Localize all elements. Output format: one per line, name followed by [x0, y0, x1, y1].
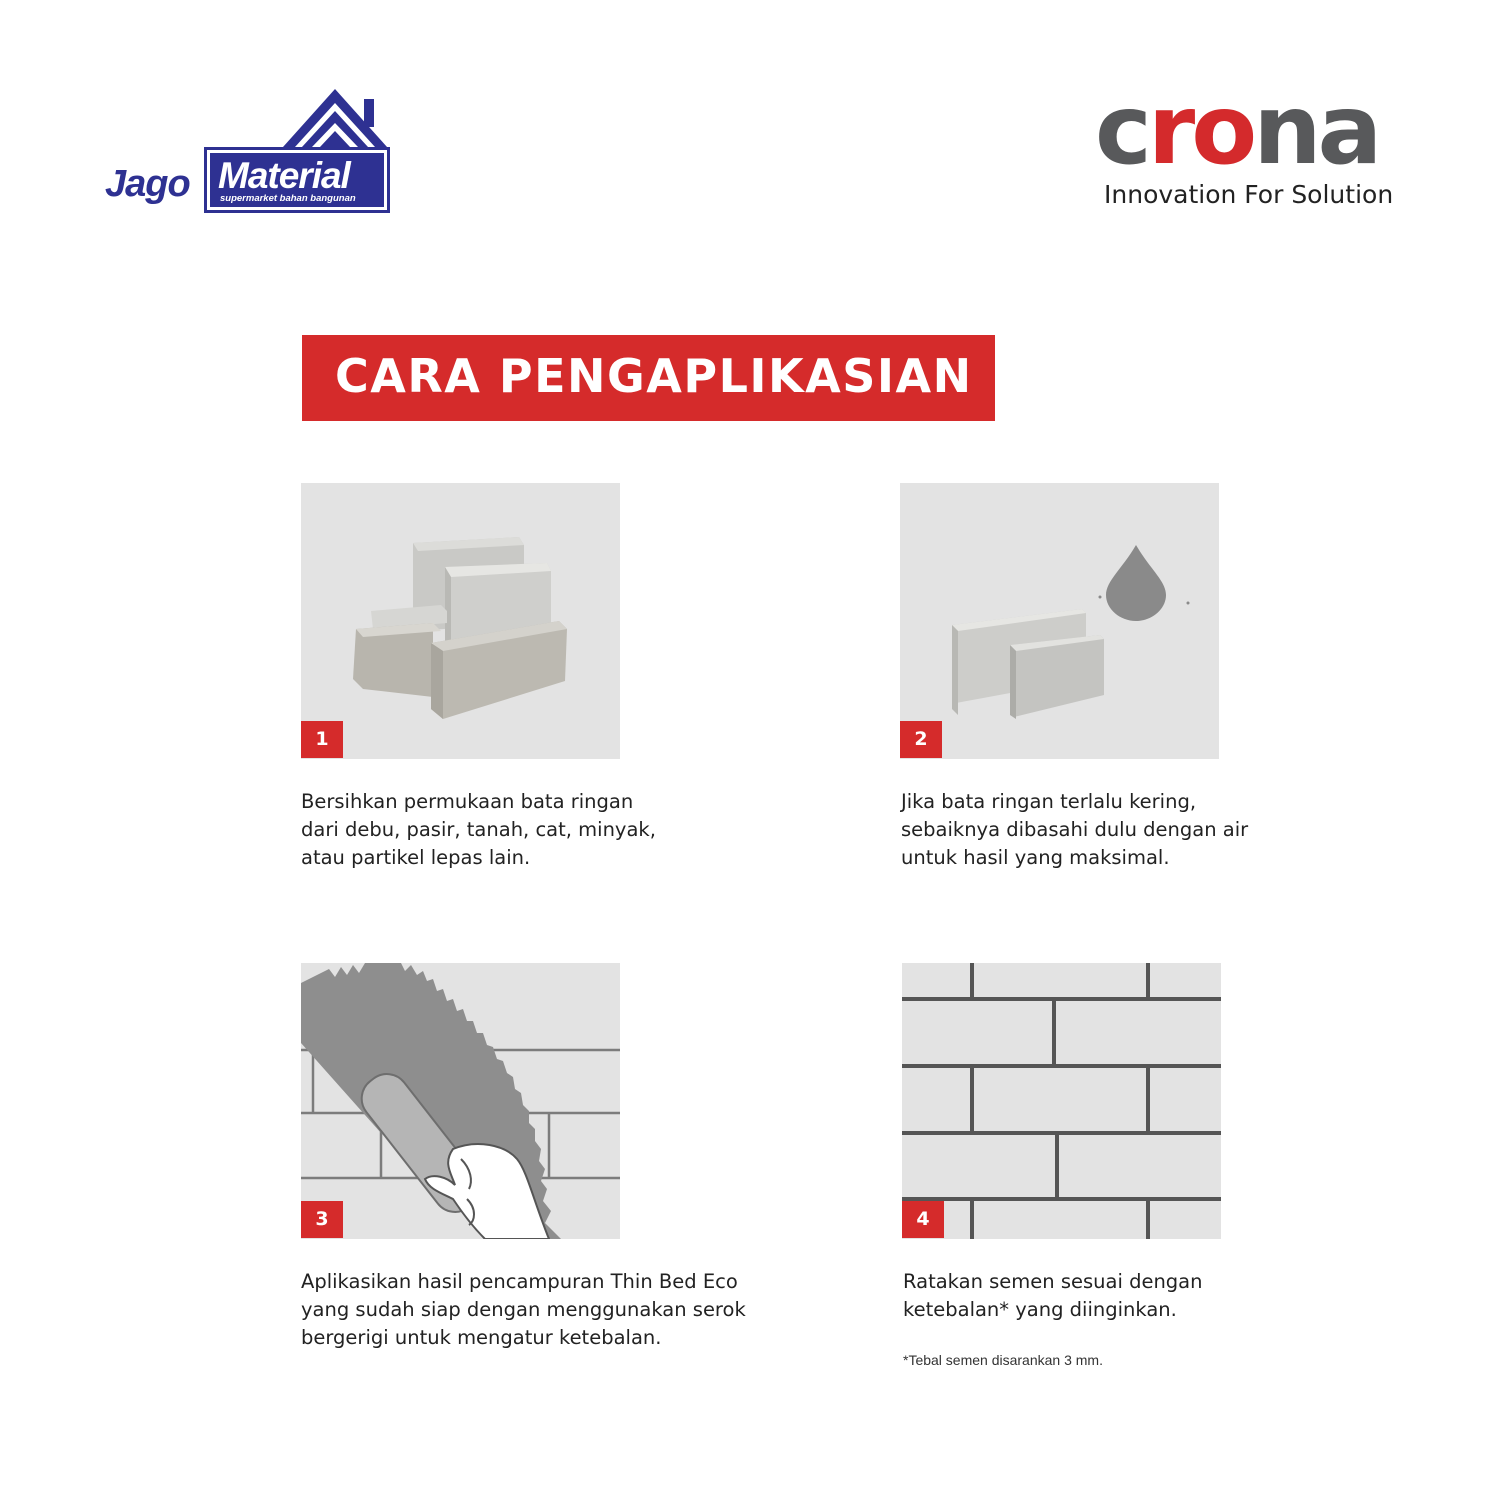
step-1-number: 1: [301, 721, 343, 758]
step-4-number: 4: [902, 1201, 944, 1238]
house-roof-icon: [280, 85, 390, 155]
step-2-number: 2: [900, 721, 942, 758]
step-4-text: Ratakan semen sesuai dengan ketebalan* yang diinginkan.: [903, 1270, 1203, 1321]
step-3-text: Aplikasikan hasil pencampuran Thin Bed Eco yang sudah siap dengan menggunakan serok bergerigi untuk mengatur ketebalan.: [301, 1270, 746, 1349]
crona-logo: [1095, 74, 1405, 220]
step-4-panel: [902, 963, 1221, 1239]
bricks-water-drop-icon: [900, 483, 1219, 759]
thickness-note: *Tebal semen disarankan 3 mm.: [903, 1352, 1103, 1368]
header-banner: [302, 335, 995, 421]
jago-material-logo: [100, 85, 400, 220]
stacked-bricks-icon: [301, 483, 620, 759]
step-3-number: 3: [301, 1201, 343, 1238]
step-1-panel: [301, 483, 620, 759]
step-2-panel: [900, 483, 1219, 759]
step-2-text: Jika bata ringan terlalu kering, sebaiknya dibasahi dulu dengan air untuk hasil yang maksimal.: [901, 790, 1249, 869]
page-title: CARA PENGAPLIKASIAN: [335, 349, 973, 403]
crona-wordmark: crona: [1095, 74, 1379, 186]
brand-tagline: supermarket bahan bangunan: [220, 193, 356, 204]
brand-material-box: [204, 147, 390, 213]
crona-tagline: Innovation For Solution: [1104, 180, 1394, 209]
step-3-panel: [301, 963, 620, 1239]
brand-jago: Jago: [105, 163, 190, 205]
step-1-text: Bersihkan permukaan bata ringan dari debu, pasir, tanah, cat, minyak, atau partikel lepas lain.: [301, 790, 656, 869]
brick-wall-icon: [902, 963, 1221, 1239]
brand-material: Material: [218, 155, 350, 196]
notched-trowel-icon: [301, 963, 620, 1239]
